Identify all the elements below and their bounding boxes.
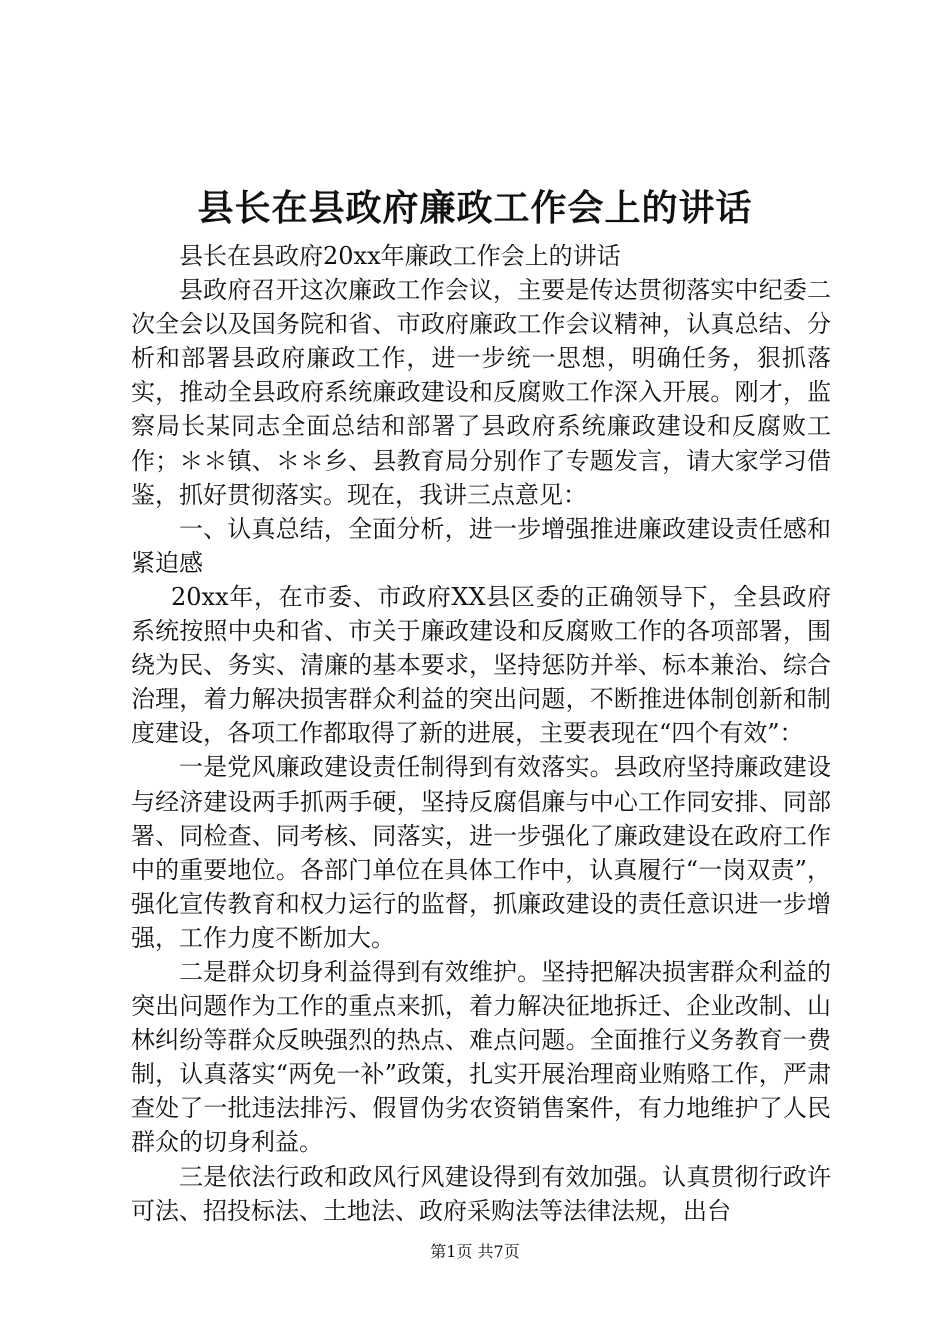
page-number: 第1页 共7页 bbox=[430, 1242, 520, 1261]
intro-paragraph: 县政府召开这次廉政工作会议，主要是传达贯彻落实中纪委二次全会以及国务院和省、市政府廉政工作会议精神，认真总结、分析和部署县政府廉政工作，进一步统一思想，明确任务，狠抓落实，推动全县政府系统廉政建设和反腐败工作深入开展。刚才，监察局长某同志全面总结和部署了县政府系统廉政建设和反腐败工作；＊＊镇、＊＊乡、县教育局分别作了专题发言，请大家学习借鉴，抓好贯彻落实。现在，我讲三点意见： bbox=[131, 276, 831, 509]
section-heading: 一、认真总结，全面分析，进一步增强推进廉政建设责任感和紧迫感 bbox=[131, 514, 831, 577]
point-one-paragraph: 一是党风廉政建设责任制得到有效落实。县政府坚持廉政建设与经济建设两手抓两手硬，坚持反腐倡廉与中心工作同安排、同部署、同检查、同考核、同落实，进一步强化了廉政建设在政府工作中的重要地位。各部门单位在具体工作中，认真履行“一岗双责”，强化宣传教育和权力运行的监督，抓廉政建设的责任意识进一步增强，工作力度不断加大。 bbox=[131, 753, 831, 952]
point-two-paragraph: 二是群众切身利益得到有效维护。坚持把解决损害群众利益的突出问题作为工作的重点来抓，着力解决征地拆迁、企业改制、山林纠纷等群众反映强烈的热点、难点问题。全面推行义务教育一费制，认真落实“两免一补”政策，扎实开展治理商业贿赂工作，严肃查处了一批违法排污、假冒伪劣农资销售案件，有力地维护了人民群众的切身利益。 bbox=[131, 957, 831, 1157]
document-body bbox=[131, 239, 831, 1228]
summary-paragraph: 20xx年，在市委、市政府XX县区委的正确领导下，全县政府系统按照中央和省、市关于廉政建设和反腐败工作的各项部署，围绕为民、务实、清廉的基本要求，坚持惩防并举、标本兼治、综合治理，着力解决损害群众利益的突出问题，不断推进体制创新和制度建设，各项工作都取得了新的进展，主要表现在“四个有效”： bbox=[131, 582, 831, 748]
point-three-paragraph: 三是依法行政和政风行风建设得到有效加强。认真贯彻行政许可法、招投标法、土地法、政府采购法等法律法规，出台 bbox=[131, 1162, 831, 1225]
document-title: 县长在县政府廉政工作会上的讲话 bbox=[197, 187, 753, 229]
subtitle-paragraph: 县长在县政府20xx年廉政工作会上的讲话 bbox=[179, 242, 621, 270]
